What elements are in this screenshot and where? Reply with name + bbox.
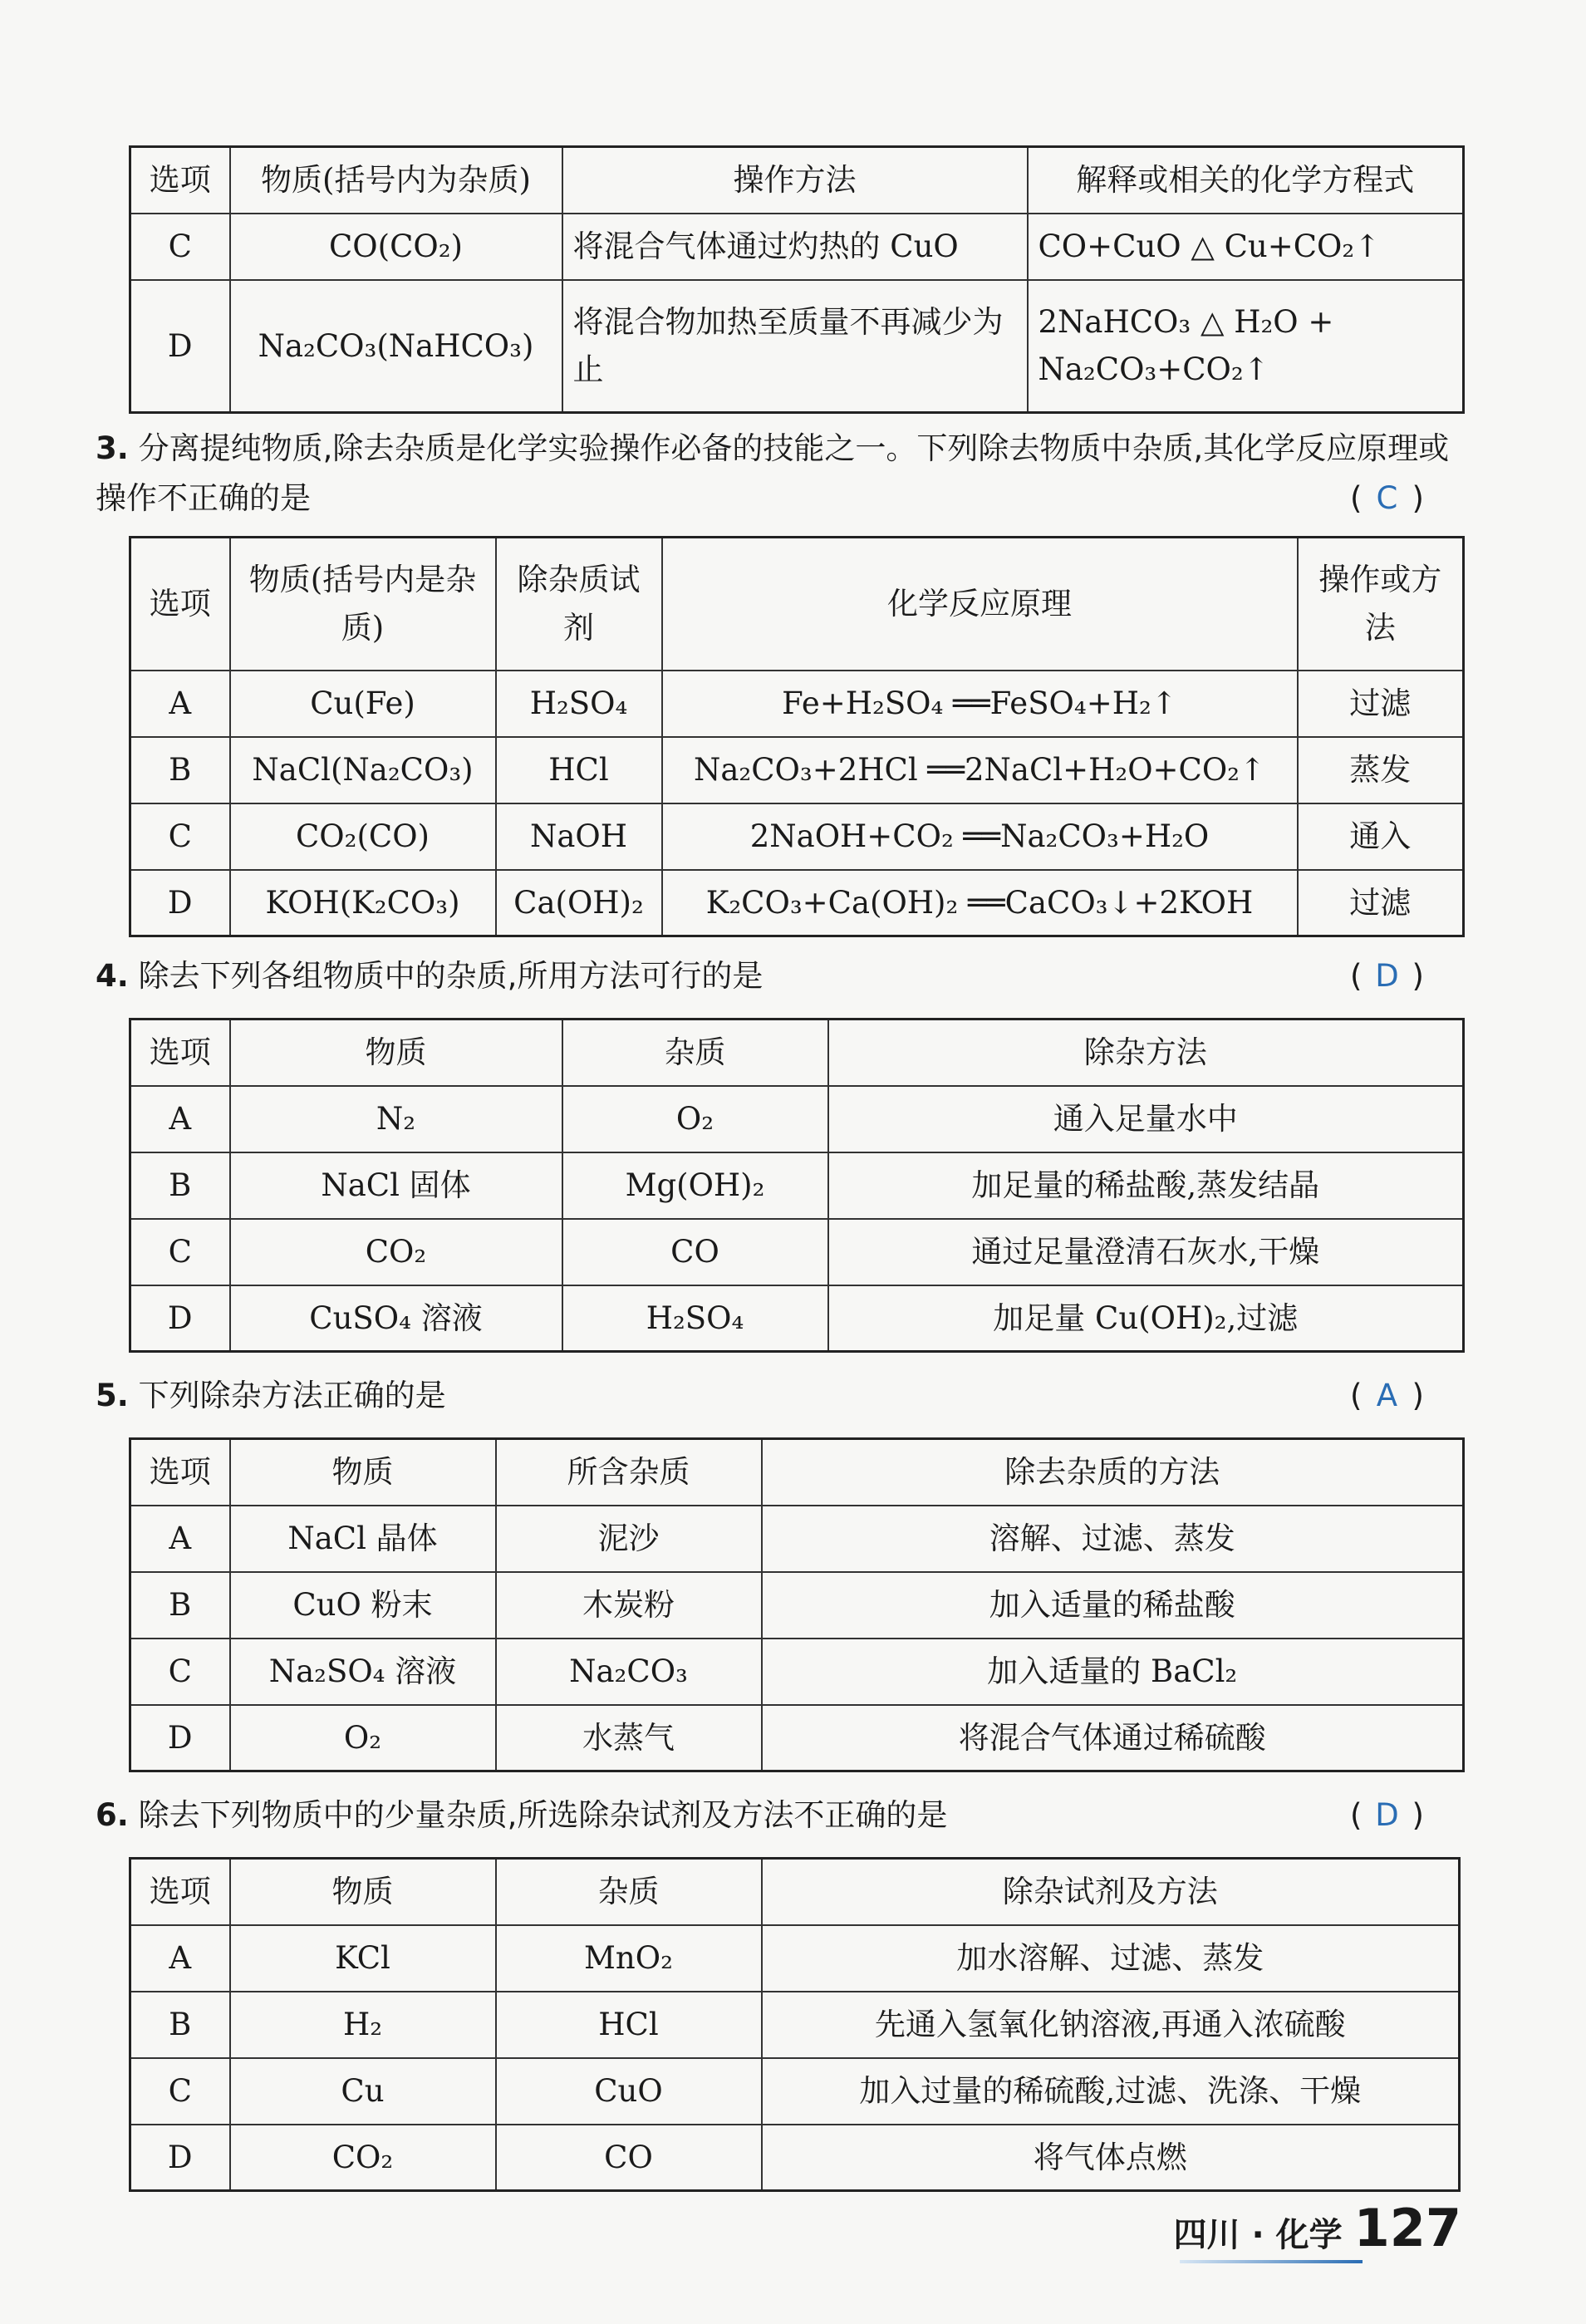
option-cell: D [130,280,230,413]
method-cell: 将混合气体通过稀硫酸 [762,1705,1464,1771]
table-prev [129,145,1465,414]
substance-cell: CuSO₄ 溶液 [230,1285,562,1352]
header-cell: 所含杂质 [496,1439,762,1506]
substance-cell: Cu [230,2058,496,2125]
table-row [130,737,1464,803]
method-cell: 通入足量水中 [828,1086,1464,1152]
header-cell: 杂质 [496,1859,762,1925]
header-cell: 化学反应原理 [662,538,1298,671]
impurity-cell: MnO₂ [496,1925,762,1992]
table-row [130,1572,1464,1639]
principle-cell: K₂CO₃+Ca(OH)₂ ══CaCO₃↓+2KOH [662,870,1298,936]
reagent-cell: HCl [496,737,662,803]
option-cell: A [130,1506,230,1572]
method-cell: 加入适量的稀盐酸 [762,1572,1464,1639]
table-header-row [130,1020,1464,1086]
equation-cell: 2NaHCO₃ △ H₂O + Na₂CO₃+CO₂↑ [1028,280,1464,413]
header-cell: 选项 [130,147,230,214]
impurity-cell: 水蒸气 [496,1705,762,1771]
header-cell: 物质(括号内为杂质) [230,147,562,214]
option-cell: C [130,1639,230,1705]
substance-cell: KOH(K₂CO₃) [230,870,496,936]
answer-letter: D [1375,1797,1399,1833]
answer-6: ( D ) [1350,1791,1424,1840]
header-cell: 物质(括号内是杂质) [230,538,496,671]
method-cell: 溶解、过滤、蒸发 [762,1506,1464,1572]
equation-cell: CO+CuO △ Cu+CO₂↑ [1028,214,1464,280]
header-cell: 物质 [230,1859,496,1925]
answer-3: ( C ) [1350,474,1424,523]
table-row [130,1219,1464,1285]
reagent-cell: H₂SO₄ [496,671,662,737]
principle-cell: Fe+H₂SO₄ ══FeSO₄+H₂↑ [662,671,1298,737]
impurity-cell: CO [496,2125,762,2191]
substance-cell: CO₂ [230,2125,496,2191]
answer-letter: D [1375,958,1399,994]
table-header-row [130,147,1464,214]
operation-cell: 蒸发 [1298,737,1464,803]
impurity-cell: HCl [496,1992,762,2058]
footer-region: 四川 · 化学 [1173,2216,1343,2254]
footer-decoration [1180,2260,1363,2263]
method-cell: 加水溶解、过滤、蒸发 [762,1925,1460,1992]
substance-cell: CuO 粉末 [230,1572,496,1639]
table-row [130,1705,1464,1771]
substance-cell: NaCl(Na₂CO₃) [230,737,496,803]
table-row [130,1285,1464,1352]
option-cell: A [130,671,230,737]
method-cell: 加入适量的 BaCl₂ [762,1639,1464,1705]
substance-cell: KCl [230,1925,496,1992]
impurity-cell: 泥沙 [496,1506,762,1572]
option-cell: B [130,1572,230,1639]
impurity-cell: O₂ [562,1086,828,1152]
substance-cell: CO₂(CO) [230,803,496,870]
question-4 [96,951,1300,1001]
table-row [130,1086,1464,1152]
header-cell: 选项 [130,1439,230,1506]
question-number: 6. [96,1797,129,1833]
substance-cell: N₂ [230,1086,562,1152]
answer-letter: A [1376,1378,1398,1413]
header-cell: 物质 [230,1439,496,1506]
operation-cell: 过滤 [1298,671,1464,737]
table-q3 [129,536,1465,937]
question-number: 4. [96,958,129,994]
option-cell: C [130,803,230,870]
table-q5 [129,1437,1465,1772]
principle-cell: 2NaOH+CO₂ ══Na₂CO₃+H₂O [662,803,1298,870]
table-row [130,280,1464,413]
table-header-row [130,1439,1464,1506]
option-cell: C [130,2058,230,2125]
impurity-cell: Na₂CO₃ [496,1639,762,1705]
question-number: 5. [96,1378,129,1413]
option-cell: D [130,1705,230,1771]
operation-cell: 通入 [1298,803,1464,870]
method-cell: 先通入氢氧化钠溶液,再通入浓硫酸 [762,1992,1460,2058]
table-q6 [129,1857,1461,2192]
option-cell: A [130,1925,230,1992]
reagent-cell: NaOH [496,803,662,870]
method-cell: 将混合物加热至质量不再减少为止 [562,280,1028,413]
substance-cell: NaCl 晶体 [230,1506,496,1572]
question-5 [96,1371,1300,1421]
header-cell: 操作或方法 [1298,538,1464,671]
table-row [130,1506,1464,1572]
option-cell: D [130,1285,230,1352]
method-cell: 加足量 Cu(OH)₂,过滤 [828,1285,1464,1352]
impurity-cell: Mg(OH)₂ [562,1152,828,1219]
table-row [130,2125,1460,2191]
option-cell: C [130,1219,230,1285]
option-cell: D [130,2125,230,2191]
question-number: 3. [96,430,129,466]
answer-4: ( D ) [1350,951,1424,1001]
table-row [130,1992,1460,2058]
header-cell: 除杂质试剂 [496,538,662,671]
question-3 [96,424,1466,523]
table-header-row [130,1859,1460,1925]
table-row [130,2058,1460,2125]
substance-cell: H₂ [230,1992,496,2058]
question-text: 下列除杂方法正确的是 [138,1378,446,1413]
principle-cell: Na₂CO₃+2HCl ══2NaCl+H₂O+CO₂↑ [662,737,1298,803]
method-cell: 将气体点燃 [762,2125,1460,2191]
substance-cell: Na₂CO₃(NaHCO₃) [230,280,562,413]
substance-cell: Cu(Fe) [230,671,496,737]
option-cell: B [130,1152,230,1219]
question-6 [96,1791,1300,1840]
page-number: 127 [1353,2198,1461,2258]
header-cell: 除杂试剂及方法 [762,1859,1460,1925]
method-cell: 通过足量澄清石灰水,干燥 [828,1219,1464,1285]
table-row [130,870,1464,936]
impurity-cell: 木炭粉 [496,1572,762,1639]
table-row [130,1152,1464,1219]
substance-cell: NaCl 固体 [230,1152,562,1219]
impurity-cell: CuO [496,2058,762,2125]
method-cell: 加入过量的稀硫酸,过滤、洗涤、干燥 [762,2058,1460,2125]
method-cell: 将混合气体通过灼热的 CuO [562,214,1028,280]
answer-5: ( A ) [1350,1371,1424,1421]
impurity-cell: CO [562,1219,828,1285]
substance-cell: CO(CO₂) [230,214,562,280]
question-text: 除去下列各组物质中的杂质,所用方法可行的是 [138,958,764,994]
header-cell: 操作方法 [562,147,1028,214]
header-cell: 选项 [130,538,230,671]
option-cell: B [130,737,230,803]
option-cell: C [130,214,230,280]
method-cell: 加足量的稀盐酸,蒸发结晶 [828,1152,1464,1219]
table-row [130,214,1464,280]
option-cell: B [130,1992,230,2058]
header-cell: 除去杂质的方法 [762,1439,1464,1506]
option-cell: D [130,870,230,936]
question-text: 分离提纯物质,除去杂质是化学实验操作必备的技能之一。下列除去物质中杂质,其化学反应原理或操作不正确的是 [96,430,1450,516]
substance-cell: O₂ [230,1705,496,1771]
table-row [130,803,1464,870]
reagent-cell: Ca(OH)₂ [496,870,662,936]
substance-cell: Na₂SO₄ 溶液 [230,1639,496,1705]
operation-cell: 过滤 [1298,870,1464,936]
header-cell: 杂质 [562,1020,828,1086]
answer-letter: C [1376,480,1398,516]
question-text: 除去下列物质中的少量杂质,所选除杂试剂及方法不正确的是 [138,1797,948,1833]
table-row [130,1639,1464,1705]
table-header-row [130,538,1464,671]
header-cell: 选项 [130,1020,230,1086]
option-cell: A [130,1086,230,1152]
header-cell: 解释或相关的化学方程式 [1028,147,1464,214]
header-cell: 除杂方法 [828,1020,1464,1086]
table-q4 [129,1018,1465,1353]
header-cell: 选项 [130,1859,230,1925]
impurity-cell: H₂SO₄ [562,1285,828,1352]
table-row [130,1925,1460,1992]
header-cell: 物质 [230,1020,562,1086]
substance-cell: CO₂ [230,1219,562,1285]
table-row [130,671,1464,737]
page-footer [1174,2198,1461,2258]
